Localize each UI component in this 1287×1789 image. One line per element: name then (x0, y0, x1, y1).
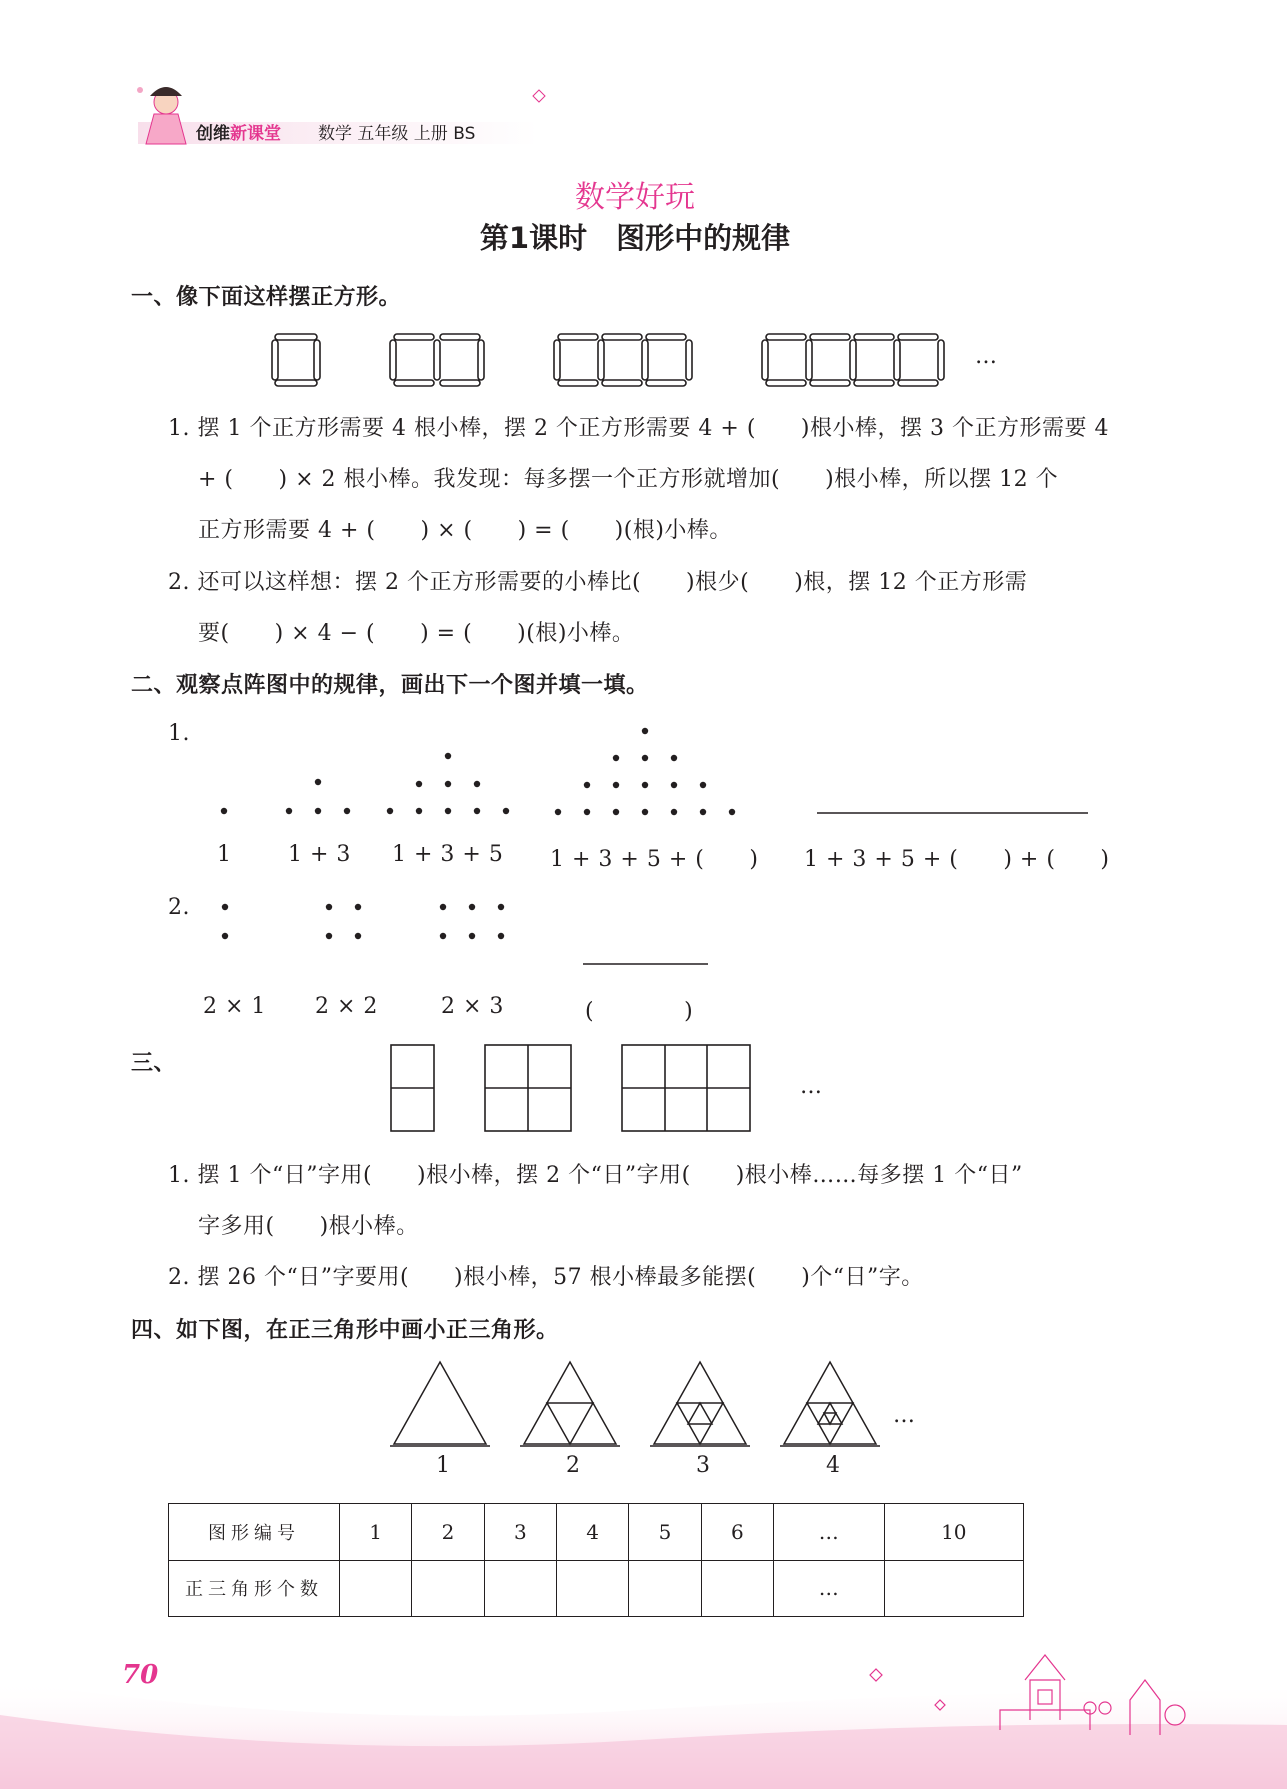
p2-label-3: 2 × 3 (441, 994, 504, 1019)
table-cell: … (773, 1560, 884, 1617)
lesson-title: 第1课时 图形中的规律 (479, 221, 791, 255)
p2-label-2: 2 × 2 (315, 994, 378, 1019)
answer-cell[interactable] (701, 1560, 773, 1617)
s3-q2: 2. 摆 26 个“日”字要用( )根小棒，57 根小棒最多能摆( )个“日”字。 (168, 1265, 924, 1290)
ri-ellipsis: … (800, 1074, 823, 1099)
table-header-triangle-count: 正三角形个数 (169, 1560, 340, 1617)
table-cell: 3 (484, 1504, 556, 1561)
triangle-label-3: 3 (696, 1453, 711, 1478)
table-cell: 4 (556, 1504, 628, 1561)
triangle-label-2: 2 (566, 1453, 581, 1478)
answer-cell[interactable] (340, 1560, 412, 1617)
triangle-count-table (168, 1503, 1024, 1617)
s1-q2-line1: 2. 还可以这样想：摆 2 个正方形需要的小棒比( )根少( )根，摆 12 个正方形需 (168, 570, 1028, 595)
table-header-figure-number: 图形编号 (169, 1504, 340, 1561)
p1-label-4: 1 + 3 + 5 + ( ) (550, 847, 759, 872)
table-cell: 1 (340, 1504, 412, 1561)
s3-q1-line1: 1. 摆 1 个“日”字用( )根小棒，摆 2 个“日”字用( )根小棒……每多摆 1 个“日” (168, 1163, 1023, 1188)
footer-wave-decoration (0, 1620, 1287, 1789)
section4-heading: 四、如下图，在正三角形中画小正三角形。 (131, 1318, 559, 1343)
section2-heading: 二、观察点阵图中的规律，画出下一个图并填一填。 (131, 673, 649, 698)
answer-cell[interactable] (556, 1560, 628, 1617)
table-row (169, 1560, 1024, 1617)
triangle-label-4: 4 (826, 1453, 841, 1478)
table-cell: 5 (629, 1504, 701, 1561)
section3-heading: 三、 (131, 1051, 177, 1076)
s3-q1-line2: 字多用( )根小棒。 (198, 1214, 419, 1239)
table-row (169, 1504, 1024, 1561)
brand-part-a: 创维 (196, 124, 230, 144)
p2-label-4: ( ) (585, 999, 694, 1024)
s1-q2-line2: 要( ) × 4 − ( ) = ( )(根)小棒。 (198, 621, 635, 646)
header-subtitle: 数学 五年级 上册 BS (318, 124, 476, 144)
s1-q1-line2: + ( ) × 2 根小棒。我发现：每多摆一个正方形就增加( )根小棒，所以摆 12 个 (198, 467, 1059, 492)
answer-cell[interactable] (412, 1560, 484, 1617)
triangle-ellipsis: … (893, 1403, 916, 1428)
p1-label-3: 1 + 3 + 5 (392, 842, 504, 867)
brand-part-b: 新课堂 (230, 124, 281, 144)
page-number: 70 (122, 1660, 159, 1690)
s1-q1-line1: 1. 摆 1 个正方形需要 4 根小棒，摆 2 个正方形需要 4 + ( )根小棒，摆 3 个正方形需要 4 (168, 416, 1109, 441)
p1-label-2: 1 + 3 (288, 842, 351, 867)
table-cell: 2 (412, 1504, 484, 1561)
answer-cell[interactable] (629, 1560, 701, 1617)
p2-label-1: 2 × 1 (203, 994, 266, 1019)
s2-p2-number: 2. (168, 895, 190, 920)
answer-cell[interactable] (884, 1560, 1023, 1617)
s2-p1-number: 1. (168, 721, 190, 746)
answer-cell[interactable] (484, 1560, 556, 1617)
squares-ellipsis: … (975, 344, 998, 369)
triangle-label-1: 1 (436, 1453, 451, 1478)
table-cell: … (773, 1504, 884, 1561)
p1-label-5: 1 + 3 + 5 + ( ) + ( ) (804, 847, 1110, 872)
table-cell: 10 (884, 1504, 1023, 1561)
table-cell: 6 (701, 1504, 773, 1561)
section1-heading: 一、像下面这样摆正方形。 (131, 285, 402, 310)
unit-title: 数学好玩 (575, 180, 695, 215)
p1-label-1: 1 (217, 842, 232, 867)
s1-q1-line3: 正方形需要 4 + ( ) × ( ) = ( )(根)小棒。 (198, 518, 732, 543)
